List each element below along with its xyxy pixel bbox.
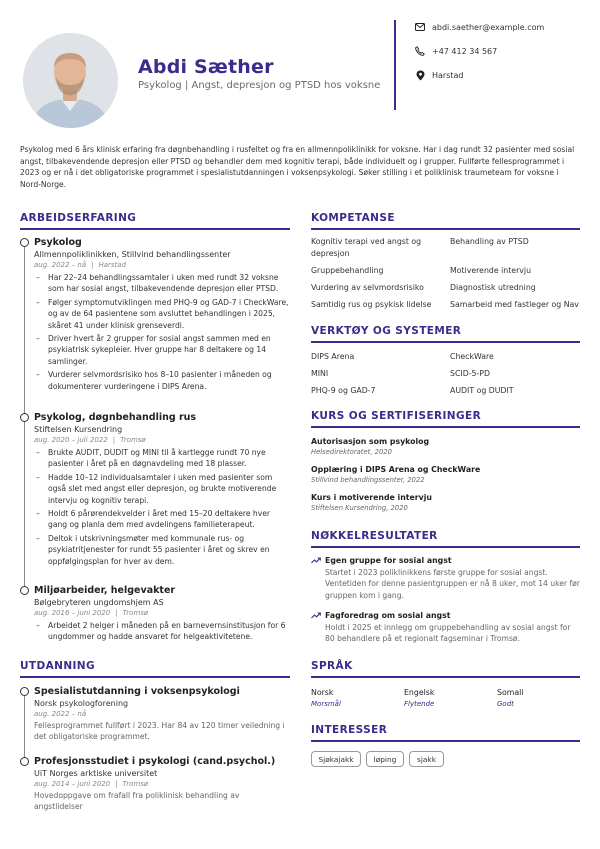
job-place: Tromsø	[120, 436, 146, 444]
course-title: Opplæring i DIPS Arena og CheckWare	[311, 465, 481, 474]
skills-grid	[311, 236, 581, 316]
language-item	[404, 688, 434, 708]
contact-email[interactable]	[414, 21, 544, 33]
education-meta: aug. 2014 – juni 2020 | Tromsø	[34, 780, 149, 788]
job-period: aug. 2016 – juni 2020	[34, 609, 111, 617]
header-divider	[394, 20, 396, 110]
skill-item: Vurdering av selvmordsrisiko	[311, 283, 424, 292]
job-bullet: – Hadde 10–12 individualsamtaler i uken med pasienter som også slet med angst eller depresjon, og brukte motiverende intervju og kognitiv terapi.	[34, 472, 290, 506]
job-bullet: – Følger symptomutviklingen med PHQ-9 og GAD-7 i CheckWare, og av de 64 pasientene som avsluttet behandlingen i 2025, skåret 41 under klinisk grenseverdi.	[34, 297, 290, 331]
education-org: UiT Norges arktiske universitet	[34, 769, 158, 778]
result-item	[311, 556, 581, 601]
person-tagline: Psykolog | Angst, depresjon og PTSD hos voksne	[138, 80, 381, 91]
skill-item: Diagnostisk utredning	[450, 283, 536, 292]
course-item	[311, 465, 581, 484]
section-heading-interests: INTERESSER	[311, 724, 580, 742]
job-bullet: – Holdt 6 pårørendekvelder i året med 15–20 deltakere hver gang og planla dem med avdelingens familieterapeut.	[34, 508, 290, 531]
education-desc: Fellesprogrammet fullført i 2023. Har 84 av 120 timer veiledning i det obligatoriske programmet.	[34, 721, 285, 742]
interest-tag: sjakk	[409, 751, 444, 767]
tool-item: DIPS Arena	[311, 352, 355, 361]
experience-item	[34, 412, 290, 569]
course-issuer: Stillvind behandlingssenter, 2022	[311, 476, 425, 484]
course-title: Autorisasjon som psykolog	[311, 437, 430, 446]
language-level: Morsmål	[311, 700, 341, 708]
person-name: Abdi Sæther	[138, 56, 274, 78]
job-meta: aug. 2022 – nå | Harstad	[34, 261, 127, 269]
job-company: Allmennpoliklinikken, Stillvind behandlingssenter	[34, 250, 231, 259]
experience-item	[34, 585, 290, 645]
education-desc: Hovedoppgave om frafall fra poliklinisk behandling av angstlidelser	[34, 791, 240, 812]
skill-item: Behandling av PTSD	[450, 237, 529, 246]
course-item	[311, 437, 581, 456]
tool-item: SCID-5-PD	[450, 369, 490, 378]
education-org: Norsk psykologforening	[34, 699, 129, 708]
profile-photo	[23, 33, 118, 128]
job-bullet: – Har 22–24 behandlingssamtaler i uken med rundt 32 voksne som har sosial angst, tilbakevendende depresjon eller PTSD.	[34, 272, 290, 295]
job-period: aug. 2020 – juli 2022	[34, 436, 108, 444]
section-heading-experience: ARBEIDSERFARING	[20, 212, 290, 230]
skill-item: Samarbeid med fastleger og Nav	[450, 300, 579, 309]
skill-item: Samtidig rus og psykisk lidelse	[311, 300, 432, 309]
job-bullet: – Deltok i utskrivningsmøter med kommunale rus- og psykiatritjenester for rundt 55 pasienter i året og skrev en oppfølgingsplan for hver av dem.	[34, 533, 290, 567]
timeline-line	[24, 692, 25, 757]
language-level: Godt	[497, 700, 514, 708]
education-item	[34, 756, 290, 813]
experience-item	[34, 237, 290, 394]
contact-location	[414, 69, 464, 81]
course-issuer: Helsedirektoratet, 2020	[311, 448, 392, 456]
job-bullets	[34, 272, 290, 392]
language-name: Engelsk	[404, 688, 435, 697]
section-heading-tools: VERKTØY OG SYSTEMER	[311, 325, 580, 343]
language-level: Flytende	[404, 700, 435, 708]
language-name: Somali	[497, 688, 524, 697]
education-period: aug. 2014 – juni 2020	[34, 780, 111, 788]
language-name: Norsk	[311, 688, 334, 697]
email-text: abdi.saether@example.com	[432, 22, 545, 32]
result-title-row	[311, 611, 581, 620]
job-meta: aug. 2020 – juli 2022 | Tromsø	[34, 436, 146, 444]
tool-item: PHQ-9 og GAD-7	[311, 386, 376, 395]
skill-item: Kognitiv terapi ved angst og depresjon	[311, 237, 422, 258]
course-item	[311, 493, 581, 512]
trend-up-icon	[311, 557, 321, 564]
trend-up-icon	[311, 612, 321, 619]
job-bullets	[34, 447, 290, 567]
education-title: Profesjonsstudiet i psykologi (cand.psychol.)	[34, 756, 276, 767]
section-heading-results: NØKKELRESULTATER	[311, 530, 580, 548]
phone-text: +47 412 34 567	[432, 46, 498, 56]
phone-icon	[414, 45, 426, 57]
profile-summary: Psykolog med 6 års klinisk erfaring fra døgnbehandling i rusfeltet og fra en allmennpoliklinikk for voksne. Har i dag rundt 32 pasienter med sosial angst, tilbakevendende depresjon eller PTSD og behandler dem med kognitiv terapi, både individuelt og i grupper. Fullførte fellesprogrammet i 2023 og er nå i det obligatoriske programmet i spesialistutdanningen i voksenpsykologi. Søker stilling i et poliklinisk traumeteam for voksne i Nord-Norge.	[20, 145, 575, 189]
location-pin-icon	[414, 69, 426, 81]
result-title: Egen gruppe for sosial angst	[325, 556, 452, 565]
job-bullet: – Brukte AUDIT, DUDIT og MINI til å kartlegge rundt 70 nye pasienter i året på en døgnavdeling med 18 plasser.	[34, 447, 290, 470]
job-bullet: – Vurderer selvmordsrisiko hos 8–10 pasienter i måneden og dokumenterer vurderingene i DIPS Arena.	[34, 369, 290, 392]
timeline-dot	[20, 687, 29, 696]
section-heading-courses: KURS OG SERTIFISERINGER	[311, 410, 580, 428]
education-title: Spesialistutdanning i voksenpsykologi	[34, 686, 240, 697]
job-bullets	[34, 620, 290, 643]
job-title: Psykolog	[34, 237, 82, 248]
tool-item: MINI	[311, 369, 329, 378]
envelope-icon	[414, 21, 426, 33]
skill-item: Gruppebehandling	[311, 266, 384, 275]
tool-item: CheckWare	[450, 352, 494, 361]
language-item	[311, 688, 341, 708]
job-meta: aug. 2016 – juni 2020 | Tromsø	[34, 609, 149, 617]
skill-item: Motiverende intervju	[450, 266, 532, 275]
timeline-dot	[20, 238, 29, 247]
job-title: Miljøarbeider, helgevakter	[34, 585, 176, 596]
interest-tag: løping	[366, 751, 404, 767]
job-place: Tromsø	[122, 609, 149, 617]
job-bullet: – Driver hvert år 2 grupper for sosial angst sammen med en psykiatrisk sykepleier. Hver gruppe har 8 deltakere og 14 samlinger.	[34, 333, 290, 367]
contact-phone[interactable]	[414, 45, 497, 57]
section-heading-education: UTDANNING	[20, 660, 290, 678]
timeline-dot	[20, 757, 29, 766]
tools-grid	[311, 351, 581, 401]
result-desc: Holdt i 2025 et innlegg om gruppebehandling av sosial angst for 80 behandlere på et regionalt fagseminar i Tromsø.	[325, 623, 571, 644]
job-bullet: – Arbeidet 2 helger i måneden på en barnevernsinstitusjon for 6 ungdommer og hadde ansvaret for helgeaktivitetene.	[34, 620, 290, 643]
result-title-row	[311, 556, 581, 565]
timeline-dot	[20, 413, 29, 422]
language-item	[497, 688, 523, 708]
course-issuer: Stiftelsen Kursendring, 2020	[311, 504, 408, 512]
section-heading-languages: SPRÅK	[311, 660, 580, 678]
tool-item: AUDIT og DUDIT	[450, 386, 514, 395]
section-heading-skills: KOMPETANSE	[311, 212, 580, 230]
job-company: Stiftelsen Kursendring	[34, 425, 123, 434]
location-text: Harstad	[432, 70, 464, 80]
result-title: Fagforedrag om sosial angst	[325, 611, 451, 620]
education-item	[34, 686, 290, 743]
course-title: Kurs i motiverende intervju	[311, 493, 432, 502]
job-period: aug. 2022 – nå	[34, 261, 87, 269]
education-place: Tromsø	[122, 780, 149, 788]
result-item	[311, 611, 581, 645]
job-title: Psykolog, døgnbehandling rus	[34, 412, 197, 423]
education-period: aug. 2022 – nå	[34, 710, 87, 718]
job-place: Harstad	[98, 261, 127, 269]
job-company: Bølgebryteren ungdomshjem AS	[34, 598, 164, 607]
interest-tag: Sjøkajakk	[311, 751, 361, 767]
result-desc: Startet i 2023 poliklinikkens første gruppe for sosial angst. Ventetiden for denne pasientgruppen er nå 8 uker, mot 14 uker før gruppen kom i gang.	[325, 568, 580, 600]
timeline-dot	[20, 586, 29, 595]
